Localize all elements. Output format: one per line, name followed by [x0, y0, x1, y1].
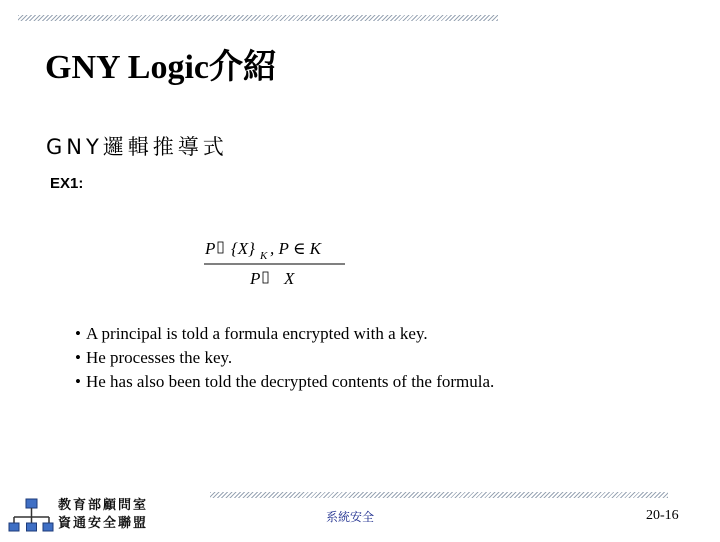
conclusion-formula: X [284, 269, 295, 288]
told-operator-box [263, 272, 268, 283]
logo-line-1: 教育部顧問室 [58, 498, 149, 513]
logo-line-2: 資通安全聯盟 [58, 516, 149, 531]
network-logo-icon [8, 497, 54, 537]
footer-logo [8, 497, 158, 537]
premise-key-subscript: K [260, 250, 268, 262]
premise-principal: P [205, 239, 216, 258]
bullet-list [75, 322, 494, 394]
example-label: EX1: [50, 175, 84, 192]
bottom-hatch-divider [210, 492, 668, 498]
list-item: • He has also been told the decrypted contents of the formula. [75, 370, 494, 394]
inference-rule-formula [200, 232, 350, 292]
logo-text [58, 497, 158, 533]
footer-course-name: 系統安全 [326, 510, 375, 524]
premise-tail: , P ∈ K [270, 239, 321, 258]
told-operator-box [218, 242, 223, 253]
conclusion-principal: P [250, 269, 261, 288]
premise-encrypted-set: {X} [231, 239, 255, 258]
slide-subtitle: GNY邏輯推導式 [46, 135, 228, 159]
list-item: • He processes the key. [75, 346, 494, 370]
page-number: 20-16 [646, 508, 679, 523]
top-hatch-divider [18, 15, 498, 21]
list-item: • A principal is told a formula encrypted with a key. [75, 322, 494, 346]
slide-title: GNY Logic介紹 [45, 49, 278, 86]
